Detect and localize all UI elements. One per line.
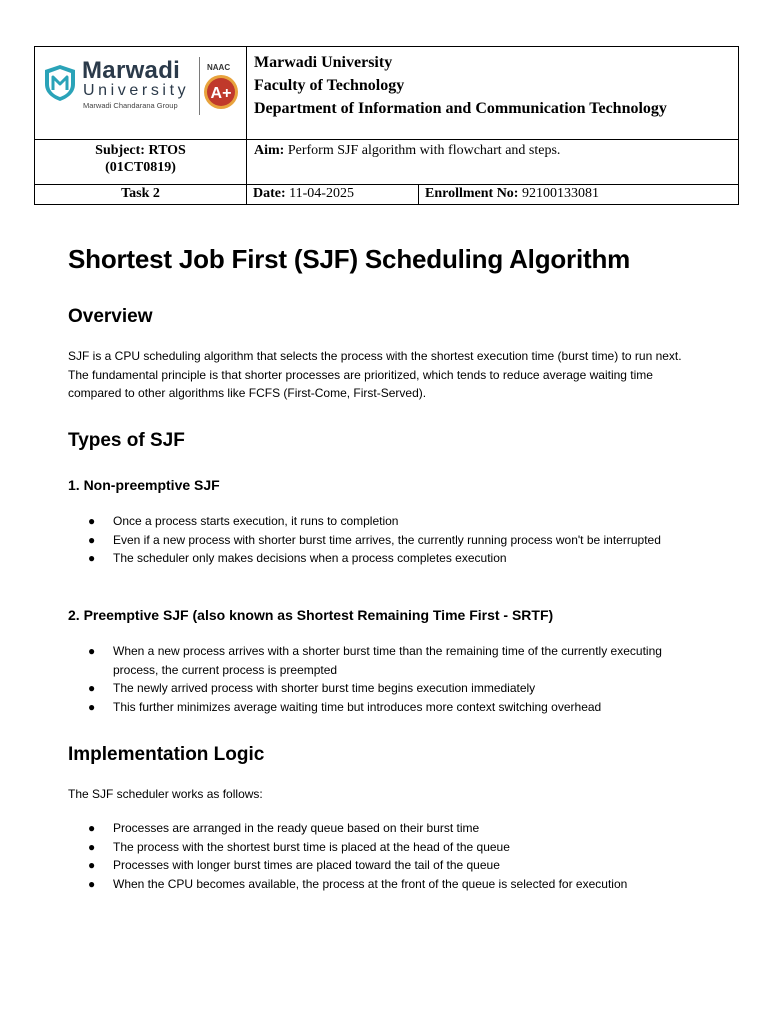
logo-divider [199,57,200,115]
institution-cell [247,47,739,140]
naac-grade: A+ [210,85,232,102]
page-title: Shortest Job First (SJF) Scheduling Algorithm [68,244,631,274]
enrollment-value: 92100133081 [518,186,599,201]
task-cell: Task 2 [35,185,247,205]
logo-cell [35,47,247,140]
overview-heading: Overview [68,306,153,327]
list-item: ● The scheduler only makes decisions when a process completes execution [68,549,688,568]
bullet-icon: ● [88,699,96,714]
logo-group: Marwadi Chandarana Group [83,101,178,110]
bullet-icon: ● [88,876,96,891]
aim-text: Perform SJF algorithm with flowchart and steps. [284,143,561,158]
bullet-icon: ● [88,821,96,835]
enrollment-label: Enrollment No: [425,186,519,201]
subject-cell [35,140,247,185]
faculty-name: Faculty of Technology [254,77,405,94]
naac-label: NAAC [207,63,231,72]
list-item: ● Even if a new process with shorter burst time arrives, the currently running process won't be interrupted [68,531,688,550]
list-item: ● This further minimizes average waiting time but introduces more context switching overhead [68,698,688,717]
preemptive-list [68,642,688,716]
date-label: Date: [253,186,286,201]
subject-code: (01CT0819) [105,160,176,175]
implementation-list [68,819,688,893]
aim-cell [247,140,739,185]
nonpreemptive-heading: 1. Non-preemptive SJF [68,477,220,493]
logo-name: Marwadi [82,57,181,84]
bullet-icon: ● [88,644,96,658]
preemptive-heading: 2. Preemptive SJF (also known as Shortest Remaining Time First - SRTF) [68,607,554,623]
list-item: ● Processes are arranged in the ready queue based on their burst time [68,819,688,838]
overview-paragraph: SJF is a CPU scheduling algorithm that selects the process with the shortest execution time (burst time) to run next. The fundamental principle is that shorter processes are prioritized, which tends to reduce average waiting time compared to other algorithms like FCFS (First-Come, First-Served). [68,349,682,401]
types-heading: Types of SJF [68,430,185,451]
date-value: 11-04-2025 [285,186,354,201]
list-item: ● The process with the shortest burst time is placed at the head of the queue [68,838,688,857]
bullet-icon: ● [88,858,96,873]
naac-badge-icon [203,74,239,110]
bullet-icon: ● [88,839,96,854]
bullet-icon: ● [88,532,96,547]
nonpreemptive-list [68,512,688,568]
subject-label: Subject: RTOS [95,143,186,158]
bullet-icon: ● [88,681,96,696]
department-name: Department of Information and Communication Technology [254,100,667,117]
list-item: ● Once a process starts execution, it runs to completion [68,512,688,531]
shield-logo-icon [43,64,77,102]
implementation-intro: The SJF scheduler works as follows: [68,787,263,801]
implementation-heading: Implementation Logic [68,744,265,765]
institution-name: Marwadi University [254,54,393,71]
date-cell [247,185,419,205]
bullet-icon: ● [88,514,96,528]
list-item: ● The newly arrived process with shorter burst time begins execution immediately [68,679,688,698]
list-item: ● When the CPU becomes available, the process at the front of the queue is selected for execution [68,875,688,894]
list-item: ● Processes with longer burst times are placed toward the tail of the queue [68,856,688,875]
header-table [34,46,739,205]
aim-label: Aim: [254,143,285,158]
university-logo [35,47,246,135]
enrollment-cell [419,185,739,205]
list-item: ● When a new process arrives with a shorter burst time than the remaining time of the currently executing process, the current process is preempted [88,644,662,677]
logo-subname: University [83,82,190,99]
bullet-icon: ● [88,551,96,566]
